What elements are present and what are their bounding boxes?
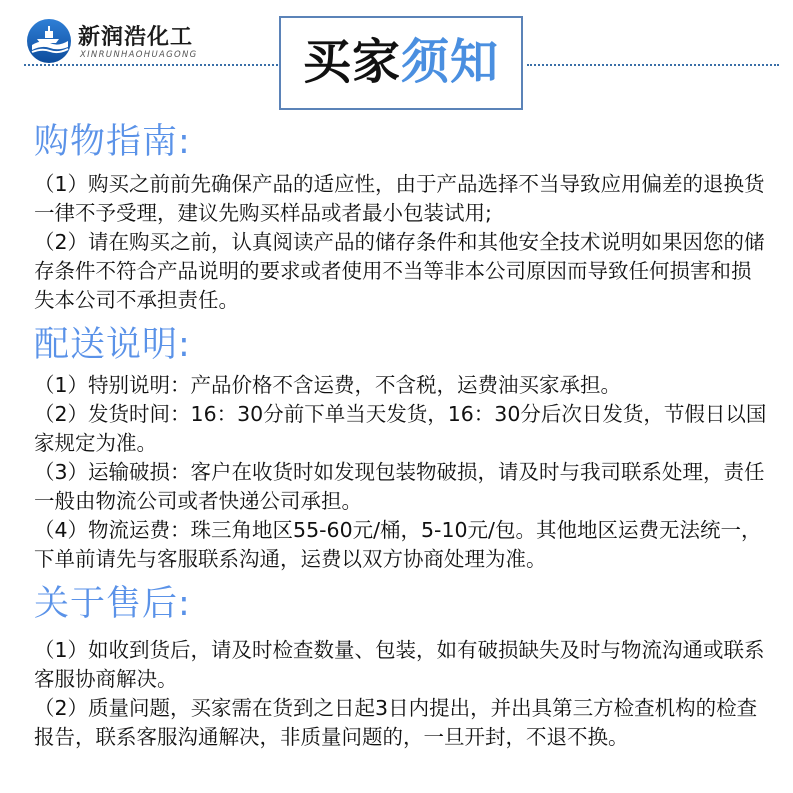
logo-chinese-name: 新润浩化工 xyxy=(78,24,194,50)
paragraph: （2）质量问题，买家需在货到之日起3日内提出，并出具第三方检查机构的检查报告，联系客服沟通解决，非质量问题的，一旦开封，不退不换。 xyxy=(34,696,758,749)
paragraph: （1）特别说明：产品价格不含运费，不含税，运费油买家承担。 xyxy=(34,373,622,397)
page-title-box xyxy=(279,16,523,110)
section-after-sales xyxy=(34,580,769,752)
dotted-divider-left xyxy=(24,64,278,66)
page-title-part1: 买家 xyxy=(302,34,401,90)
dotted-divider-right xyxy=(527,64,779,66)
section-title: 配送说明: xyxy=(34,325,191,365)
paragraph: （1）购买之前前先确保产品的适应性，由于产品选择不当导致应用偏差的退换货一律不予受理，建议先购买样品或者最小包装试用; xyxy=(34,172,765,225)
section-delivery xyxy=(34,321,769,574)
page-title xyxy=(303,32,499,92)
page-title-part2: 须知 xyxy=(401,34,500,90)
logo-english-name: XINRUNHAOHUAGONG xyxy=(80,50,198,60)
header xyxy=(0,0,793,112)
section-title: 关于售后: xyxy=(34,584,191,624)
company-logo xyxy=(26,18,246,62)
section-shopping-guide xyxy=(34,118,769,315)
ship-wave-logo-icon xyxy=(26,18,72,64)
paragraph: （1）如收到货后，请及时检查数量、包装，如有破损缺失及时与物流沟通或联系客服协商解决。 xyxy=(34,638,765,691)
paragraph: （2）发货时间：16：30分前下单当天发货，16：30分后次日发货，节假日以国家规定为准。 xyxy=(34,402,767,455)
paragraph: （4）物流运费：珠三角地区55-60元/桶，5-10元/包。其他地区运费无法统一，下单前请先与客服联系沟通，运费以双方协商处理为准。 xyxy=(34,518,762,571)
paragraph: （2）请在购买之前，认真阅读产品的储存条件和其他安全技术说明如果因您的储存条件不符合产品说明的要求或者使用不当等非本公司原因而导致任何损害和损失本公司不承担责任。 xyxy=(34,230,765,312)
paragraph: （3）运输破损：客户在收货时如发现包装物破损，请及时与我司联系处理，责任一般由物流公司或者快递公司承担。 xyxy=(34,460,765,513)
notice-content xyxy=(34,118,769,758)
section-title: 购物指南: xyxy=(34,122,191,162)
